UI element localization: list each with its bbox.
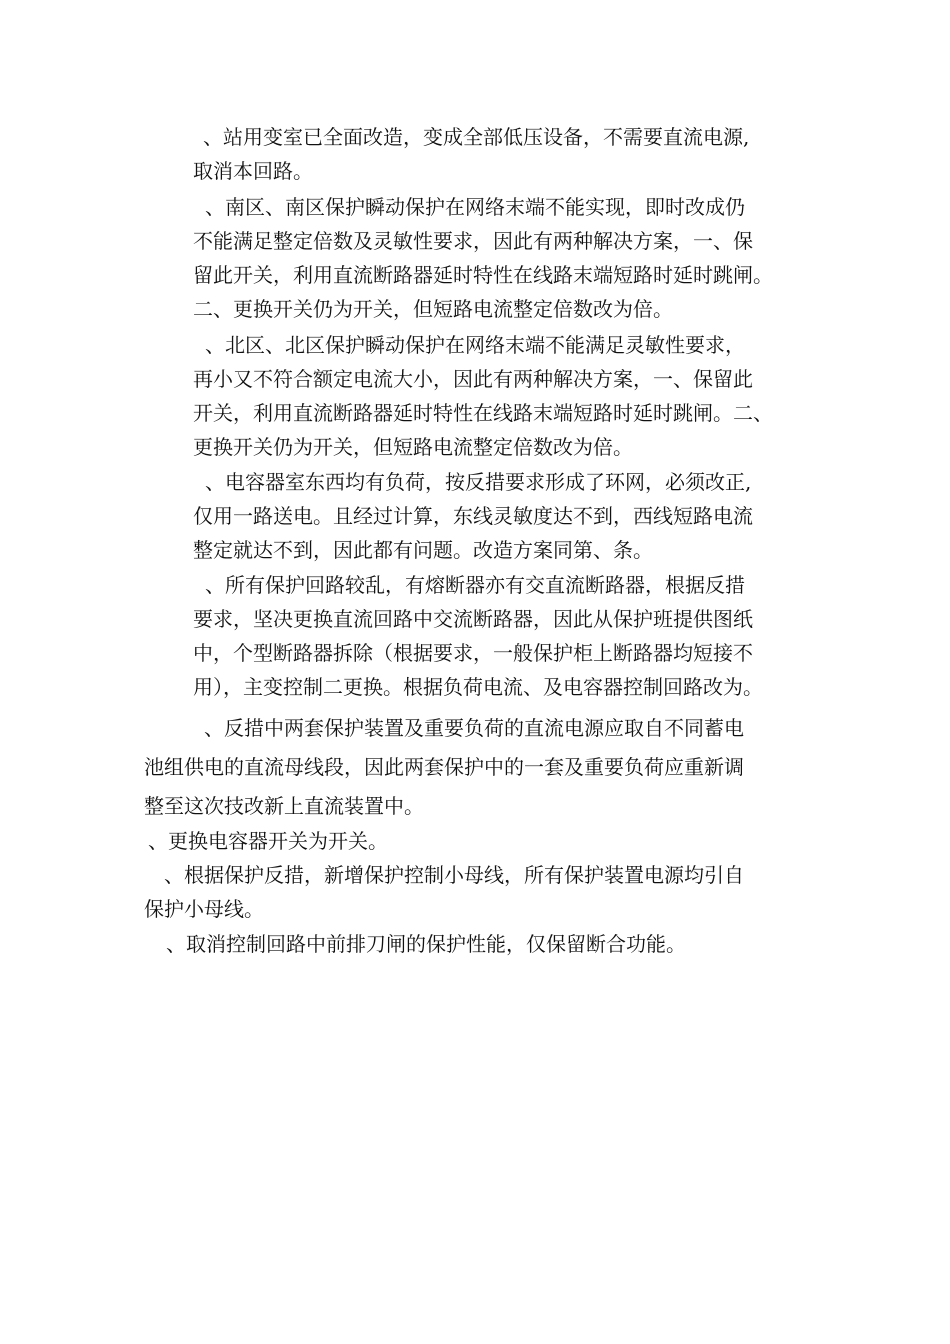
text-line: 池组供电的直流母线段，因此两套保护中的一套及重要负荷应重新调 — [144, 755, 744, 779]
paragraph-7 — [144, 824, 388, 858]
paragraph-5 — [193, 568, 763, 704]
text-line: 整至这次技改新上直流装置中。 — [144, 794, 424, 818]
paragraph-8 — [144, 858, 744, 926]
paragraph-3 — [193, 328, 773, 464]
text-line: 留此开关，利用直流断路器延时特性在线路末端短路时延时跳闸。 — [193, 263, 773, 287]
text-line: 再小又不符合额定电流大小，因此有两种解决方案，一、保留此 — [193, 367, 753, 391]
paragraph-1 — [193, 120, 749, 188]
text-line: 中，个型断路器拆除（根据要求，一般保护柜上断路器均短接不 — [193, 641, 753, 665]
text-line: 、电容器室东西均有负荷，按反措要求形成了环网，必须改正, — [205, 470, 752, 494]
text-line: 、取消控制回路中前排刀闸的保护性能，仅保留断合功能。 — [166, 932, 686, 956]
text-line: 、所有保护回路较乱，有熔断器亦有交直流断路器，根据反措 — [205, 573, 745, 597]
text-line: 要求，坚决更换直流回路中交流断路器，因此从保护班提供图纸 — [193, 607, 753, 631]
paragraph-2 — [193, 190, 773, 326]
text-line: 仅用一路送电。且经过计算，东线灵敏度达不到，西线短路电流 — [193, 504, 753, 528]
text-line: 保护小母线。 — [144, 897, 264, 921]
text-line: 、更换电容器开关为开关。 — [148, 829, 388, 853]
text-line: 用），主变控制二更换。根据负荷电流、及电容器控制回路改为。 — [193, 675, 763, 699]
text-line: 整定就达不到，因此都有问题。改造方案同第、条。 — [193, 538, 653, 562]
text-line: 、反措中两套保护装置及重要负荷的直流电源应取自不同蓄电 — [204, 716, 744, 740]
text-line: 、北区、北区保护瞬动保护在网络末端不能满足灵敏性要求， — [205, 333, 745, 357]
paragraph-4 — [193, 465, 753, 567]
paragraph-9 — [144, 927, 686, 961]
text-line: 、南区、南区保护瞬动保护在网络末端不能实现，即时改成仍 — [205, 195, 745, 219]
text-line: 、站用变室已全面改造，变成全部低压设备，不需要直流电源, — [203, 125, 750, 149]
text-line: 不能满足整定倍数及灵敏性要求，因此有两种解决方案，一、保 — [193, 229, 753, 253]
paragraph-6 — [144, 709, 744, 826]
text-line: 取消本回路。 — [193, 159, 313, 183]
text-line: 二、更换开关仍为开关，但短路电流整定倍数改为倍。 — [193, 297, 673, 321]
text-line: 、根据保护反措，新增保护控制小母线，所有保护装置电源均引自 — [164, 863, 744, 887]
text-line: 开关，利用直流断路器延时特性在线路末端短路时延时跳闸。二、 — [193, 401, 773, 425]
text-line: 更换开关仍为开关，但短路电流整定倍数改为倍。 — [193, 435, 633, 459]
